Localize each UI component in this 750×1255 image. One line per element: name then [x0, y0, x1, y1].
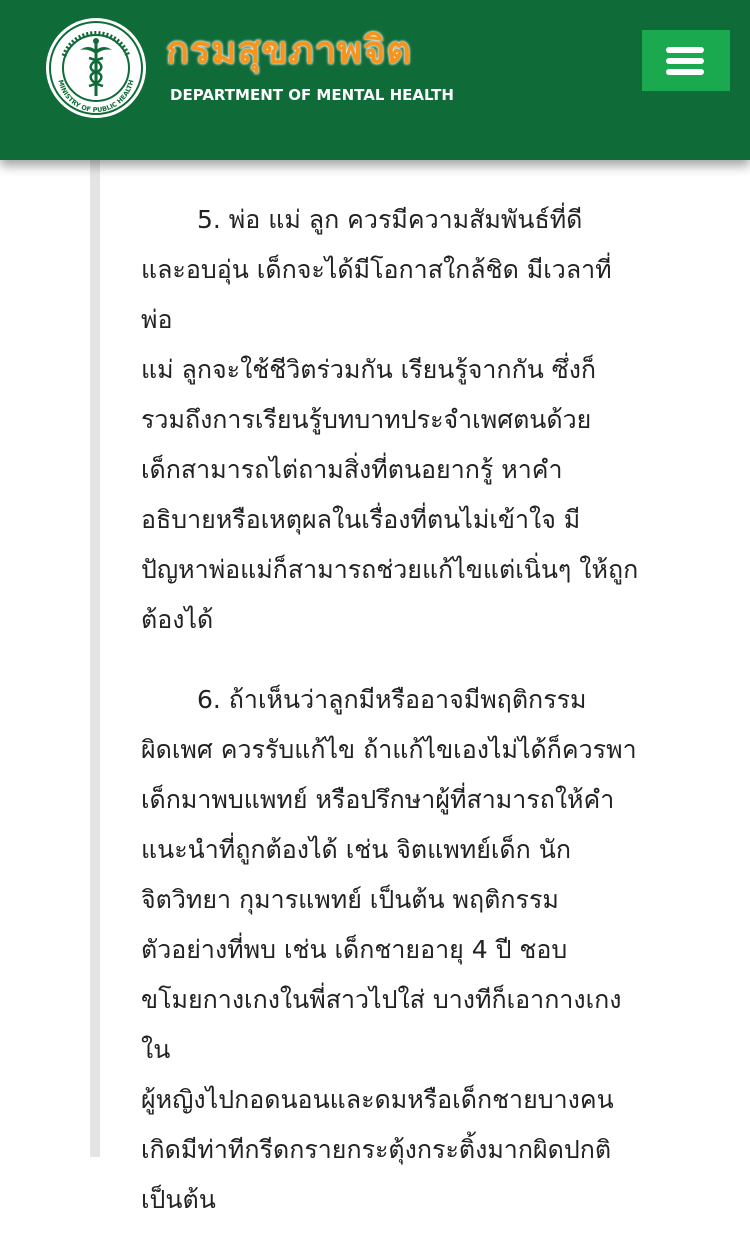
article-body — [141, 195, 641, 1255]
ministry-logo-icon[interactable] — [44, 16, 148, 120]
content-side-rule — [90, 160, 100, 1157]
paragraph-item-5: 5. พ่อ แม่ ลูก ควรมีความสัมพันธ์ที่ดี และอบอุ่น เด็กจะได้มีโอกาสใกล้ชิด มีเวลาที่พ่อ แม่ ลูกจะใช้ชีวิตร่วมกัน เรียนรู้จากกัน ซึ่งก็ รวมถึงการเรียนรู้บทบาทประจำเพศตนด้วย เด็กสามารถไต่ถามสิ่งที่ตนอยากรู้ หาคำ อธิบายหรือเหตุผลในเรื่องที่ตนไม่เข้าใจ มี ปัญหาพ่อแม่ก็สามารถช่วยแก้ไขแต่เนิ่นๆ ให้ถูก ต้องได้ — [141, 205, 639, 634]
menu-button[interactable] — [642, 30, 730, 91]
brand-name-thai[interactable]: กรมสุขภาพจิต — [166, 28, 413, 72]
paragraph-item-6: 6. ถ้าเห็นว่าลูกมีหรืออาจมีพฤติกรรม ผิดเพศ ควรรับแก้ไข ถ้าแก้ไขเองไม่ได้ก็ควรพา เด็กมาพบแพทย์ หรือปรึกษาผู้ที่สามารถให้คำ แนะนำที่ถูกต้องได้ เช่น จิตแพทย์เด็ก นัก จิตวิทยา กุมารแพทย์ เป็นต้น พฤติกรรม ตัวอย่างที่พบ เช่น เด็กชายอายุ 4 ปี ชอบ ขโมยกางเกงในพี่สาวไปใส่ บางทีก็เอากางเกงใน ผู้หญิงไปกอดนอนและดมหรือเด็กชายบางคน เกิดมีท่าทีกรีดกรายกระตุ้งกระติ้งมากผิดปกติ เป็นต้น — [141, 685, 637, 1214]
site-header — [0, 0, 750, 160]
logo-ring-text: MINISTRY OF PUBLIC HEALTH — [56, 78, 136, 115]
brand-name-english[interactable]: DEPARTMENT OF MENTAL HEALTH — [170, 86, 454, 104]
